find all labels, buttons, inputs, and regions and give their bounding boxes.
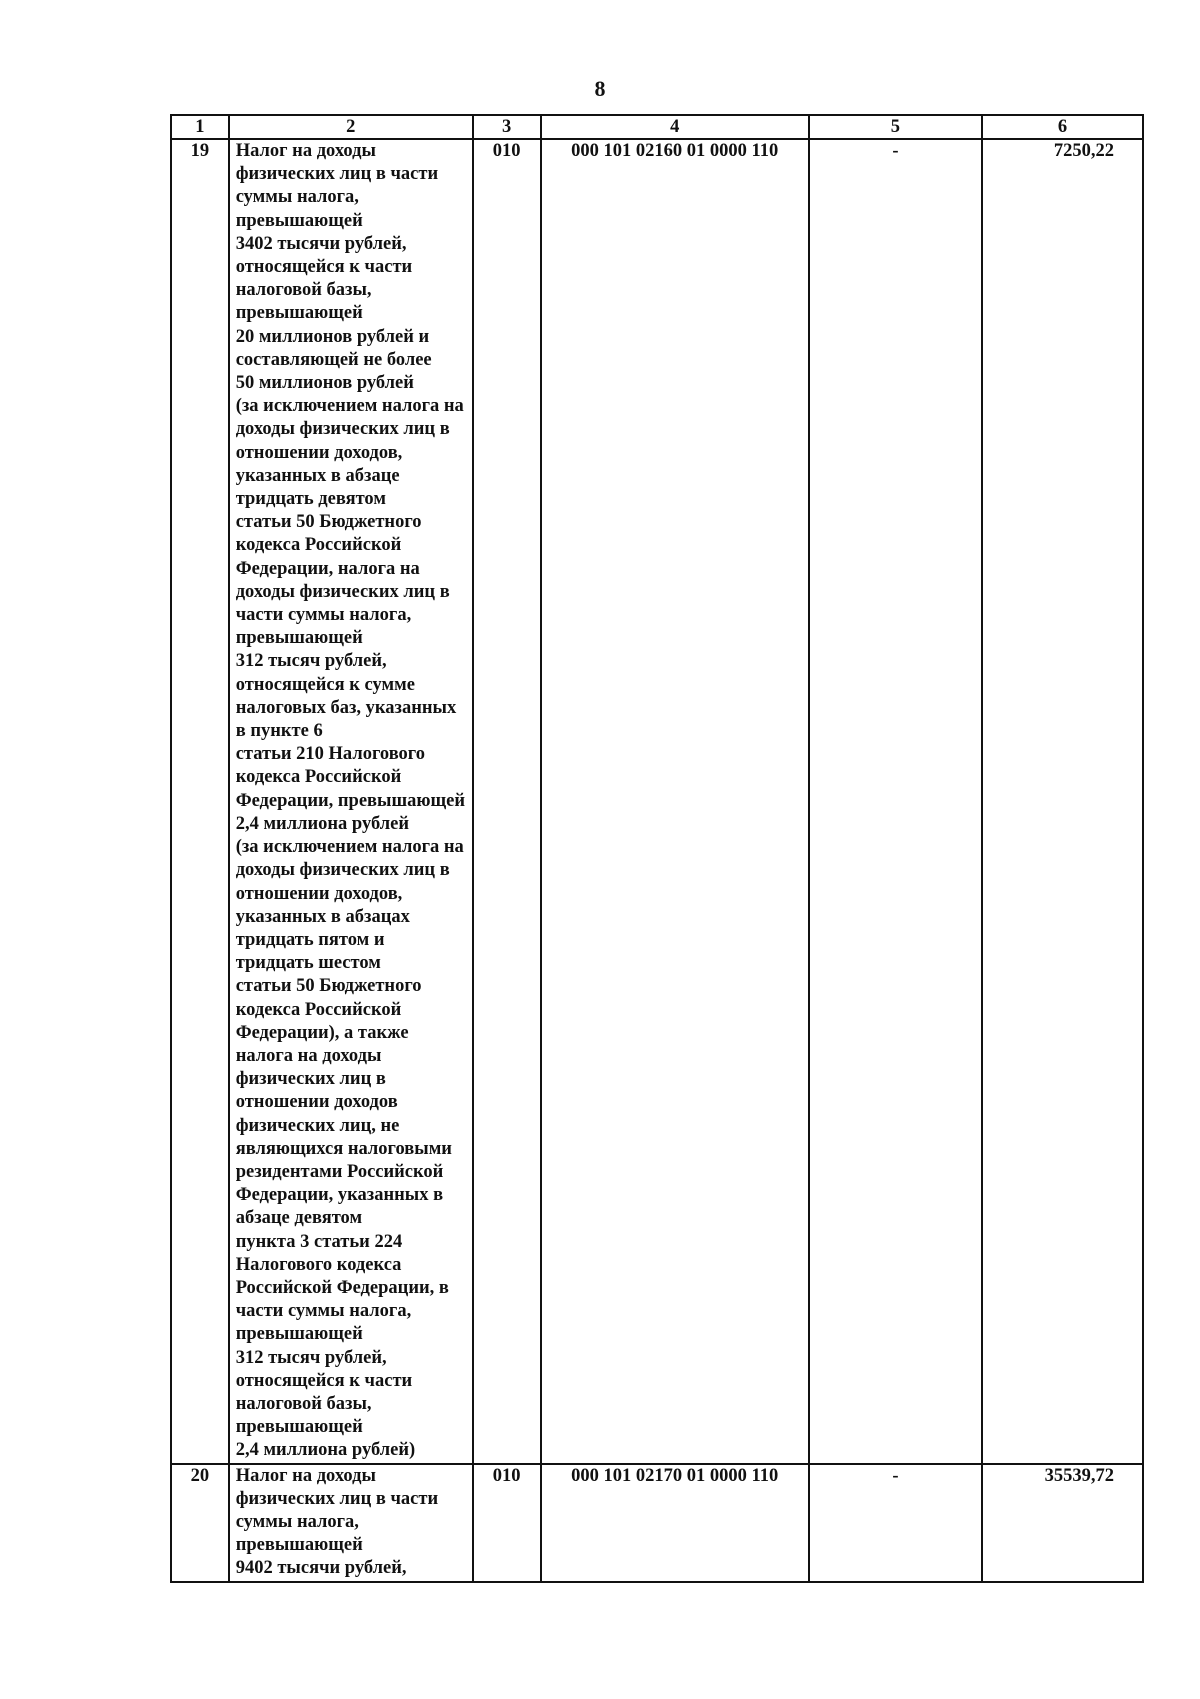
name-line: превышающей bbox=[235, 210, 363, 231]
name-line: составляющей не более bbox=[235, 349, 432, 370]
name-line: превышающей bbox=[235, 628, 363, 649]
table-header-row bbox=[171, 115, 1143, 139]
name-line: являющихся налоговыми bbox=[235, 1138, 452, 1159]
name-line: тридцать девятом bbox=[235, 489, 386, 510]
name-line: статьи 50 Бюджетного bbox=[235, 976, 422, 997]
name-line: относящейся к сумме bbox=[235, 674, 415, 695]
name-line: кодекса Российской bbox=[235, 999, 402, 1020]
header-cell-3: 3 bbox=[473, 115, 541, 139]
name-line: 3402 тысячи рублей, bbox=[235, 233, 407, 254]
name-line: превышающей bbox=[235, 303, 363, 324]
header-cell-6: 6 bbox=[982, 115, 1143, 139]
name-line: тридцать пятом и bbox=[235, 929, 385, 950]
header-cell-4: 4 bbox=[541, 115, 809, 139]
name-line: доходы физических лиц в bbox=[235, 419, 450, 440]
row-kbk-cell: 000 101 02170 01 0000 110 bbox=[541, 1464, 809, 1582]
name-line: отношении доходов, bbox=[235, 883, 403, 904]
income-tax-table bbox=[170, 114, 1144, 1583]
name-line: физических лиц в части bbox=[235, 1488, 439, 1509]
name-line: Налог на доходы bbox=[235, 1465, 376, 1486]
table-row bbox=[171, 139, 1143, 1464]
name-line: абзаце девятом bbox=[235, 1208, 363, 1229]
row-number-cell: 19 bbox=[171, 139, 229, 1464]
header-cell-5: 5 bbox=[809, 115, 982, 139]
name-line: Налог на доходы bbox=[235, 141, 376, 161]
name-line: (за исключением налога на bbox=[235, 837, 464, 858]
name-line: кодекса Российской bbox=[235, 535, 402, 556]
name-line: относящейся к части bbox=[235, 257, 413, 278]
name-line: Налогового кодекса bbox=[235, 1254, 402, 1275]
name-line: Федерации, указанных в bbox=[235, 1185, 444, 1206]
name-line: превышающей bbox=[235, 1535, 363, 1556]
name-line: суммы налога, bbox=[235, 1511, 359, 1532]
name-line: в пункте 6 bbox=[235, 721, 323, 742]
name-line: Федерации, превышающей bbox=[235, 790, 465, 811]
name-line: налоговой базы, bbox=[235, 1393, 372, 1414]
name-line: 312 тысяч рублей, bbox=[235, 651, 387, 672]
name-line: резидентами Российской bbox=[235, 1161, 444, 1182]
page-number: 8 bbox=[594, 76, 606, 101]
name-line: физических лиц, не bbox=[235, 1115, 400, 1136]
row-kbk-cell: 000 101 02160 01 0000 110 bbox=[541, 139, 809, 1464]
header-cell-2: 2 bbox=[229, 115, 473, 139]
name-line: доходы физических лиц в bbox=[235, 581, 450, 602]
name-line: физических лиц в bbox=[235, 1069, 386, 1090]
row-col5-cell: - bbox=[809, 1464, 982, 1582]
row-code-cell: 010 bbox=[473, 1464, 541, 1582]
name-line: физических лиц в части bbox=[235, 164, 439, 185]
name-line: пункта 3 статьи 224 bbox=[235, 1231, 403, 1252]
name-line: превышающей bbox=[235, 1417, 363, 1438]
name-line: части суммы налога, bbox=[235, 1301, 412, 1322]
table-row bbox=[171, 1464, 1143, 1582]
header-cell-1: 1 bbox=[171, 115, 229, 139]
name-line: статьи 50 Бюджетного bbox=[235, 512, 422, 533]
row-col5-cell: - bbox=[809, 139, 982, 1464]
name-line: суммы налога, bbox=[235, 187, 359, 208]
name-line: части суммы налога, bbox=[235, 605, 412, 626]
name-line: отношении доходов, bbox=[235, 442, 403, 463]
name-line: 9402 тысячи рублей, bbox=[235, 1558, 407, 1579]
row-name-cell bbox=[229, 139, 473, 1464]
name-line: Федерации, налога на bbox=[235, 558, 420, 579]
name-line: тридцать шестом bbox=[235, 953, 381, 974]
name-line: отношении доходов bbox=[235, 1092, 398, 1113]
name-line: превышающей bbox=[235, 1324, 363, 1345]
name-line: 20 миллионов рублей и bbox=[235, 326, 430, 347]
name-line: указанных в абзаце bbox=[235, 465, 400, 486]
row-number-cell: 20 bbox=[171, 1464, 229, 1582]
row-amount-cell: 35539,72 bbox=[982, 1464, 1143, 1582]
name-line: кодекса Российской bbox=[235, 767, 402, 788]
name-line: налога на доходы bbox=[235, 1045, 382, 1066]
name-line: статьи 210 Налогового bbox=[235, 744, 425, 765]
row-name-cell bbox=[229, 1464, 473, 1582]
name-line: налоговой базы, bbox=[235, 280, 372, 301]
name-line: 312 тысяч рублей, bbox=[235, 1347, 387, 1368]
row-code-cell: 010 bbox=[473, 139, 541, 1464]
name-line: относящейся к части bbox=[235, 1370, 413, 1391]
name-line: доходы физических лиц в bbox=[235, 860, 450, 881]
name-line: 2,4 миллиона рублей) bbox=[235, 1440, 416, 1461]
name-line: Федерации), а также bbox=[235, 1022, 409, 1043]
name-line: указанных в абзацах bbox=[235, 906, 410, 927]
name-line: 50 миллионов рублей bbox=[235, 373, 414, 394]
name-line: налоговых баз, указанных bbox=[235, 697, 457, 718]
name-line: 2,4 миллиона рублей bbox=[235, 813, 410, 834]
name-line: Российской Федерации, в bbox=[235, 1277, 449, 1298]
row-amount-cell: 7250,22 bbox=[982, 139, 1143, 1464]
name-line: (за исключением налога на bbox=[235, 396, 464, 417]
